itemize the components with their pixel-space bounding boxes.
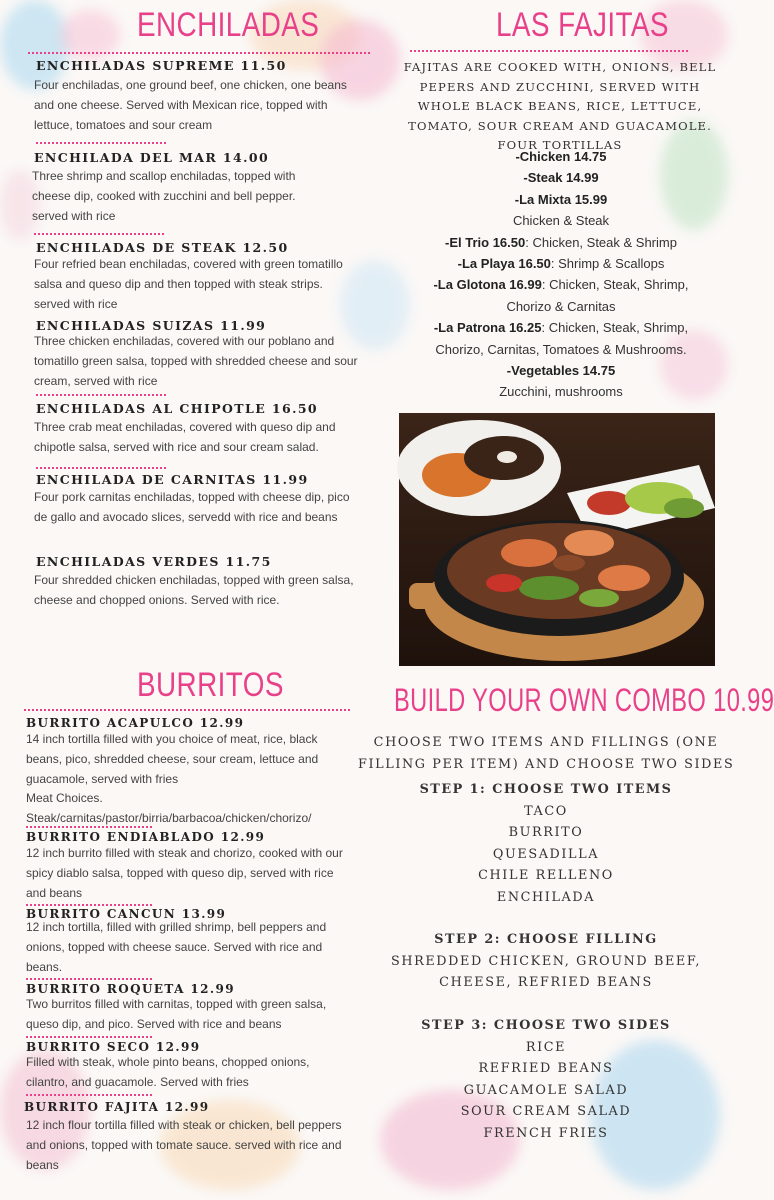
fajita-option: -Steak 14.99	[523, 170, 599, 186]
combo-intro-line: FILLING PER ITEM) AND CHOOSE TWO SIDES	[358, 756, 735, 772]
fajita-option: -El Trio 16.50: Chicken, Steak & Shrimp	[445, 234, 677, 250]
combo-option: BURRITO	[508, 825, 584, 840]
menu-item-note: Meat Choices.	[26, 791, 103, 805]
menu-item-name: ENCHILADAS SUPREME 11.50	[36, 58, 287, 73]
combo-option: TACO	[524, 803, 568, 819]
menu-item-description: Three crab meat enchiladas, covered with queso dip and chipotle salsa, served with rice and sour cream salad.	[34, 420, 336, 454]
fajita-option-detail: Chorizo, Carnitas, Tomatoes & Mushrooms.	[435, 341, 687, 357]
menu-item-description: Three chicken enchiladas, covered with our poblano and tomatillo green salsa, topped with shredded cheese and sour cream, served with rice	[34, 334, 358, 388]
fajita-photo	[399, 413, 715, 666]
menu-item-note: Steak/carnitas/pastor/birria/barbacoa/chicken/chorizo/	[26, 811, 312, 825]
menu-item-name: BURRITO ENDIABLADO 12.99	[26, 830, 266, 844]
step-title: STEP 1: CHOOSE TWO ITEMS	[419, 782, 673, 797]
fajita-option: -Vegetables 14.75	[506, 363, 616, 379]
menu-item-description: Four pork carnitas enchiladas, topped with cheese dip, pico de gallo and avocado slices, servedd with rice and beans	[34, 490, 350, 524]
item-divider	[26, 978, 152, 980]
fajita-option: -Chicken 14.75	[515, 149, 607, 164]
combo-option: RICE	[525, 1039, 567, 1055]
menu-item-name: ENCHILADAS DE STEAK 12.50	[36, 240, 289, 255]
fajita-option: -La Playa 16.50: Shrimp & Scallops	[457, 256, 665, 272]
combo-option: CHILE RELLENO	[478, 868, 614, 883]
fajitas-intro: FAJITAS ARE COOKED WITH, ONIONS, BELL PEPERS AND ZUCCHINI, SERVED WITH WHOLE BLACK BEANS, RICE, LETTUCE, TOMATO, SOUR CREAM AND GUACAMOLE. FOUR TORTILLAS	[403, 60, 717, 152]
combo-option: SHREDDED CHICKEN, GROUND BEEF,	[390, 953, 701, 969]
fajita-option-detail: Zucchini, mushrooms	[499, 384, 623, 400]
fajita-option-detail: Chicken & Steak	[512, 213, 610, 229]
combo-option: QUESADILLA	[492, 846, 600, 862]
burritos-divider	[24, 709, 350, 711]
menu-item-name: BURRITO CANCUN 13.99	[26, 907, 227, 921]
combo-option: FRENCH FRIES	[483, 1125, 609, 1141]
combo-option: CHEESE, REFRIED BEANS	[439, 975, 653, 990]
menu-item-name: BURRITO ROQUETA 12.99	[26, 982, 235, 996]
menu-item-description: Two burritos filled with carnitas, topped with green salsa, queso dip, and pico. Served with rice and beans	[26, 997, 327, 1031]
fajita-option: -La Mixta 15.99	[514, 191, 608, 207]
menu-item-description: 12 inch tortilla, filled with grilled shrimp, bell peppers and onions, topped with cheese sauce. Served with rice and beans.	[26, 920, 327, 974]
item-divider	[26, 1036, 152, 1038]
fajita-option: -La Glotona 16.99: Chicken, Steak, Shrimp,	[433, 277, 689, 293]
fajitas-divider	[410, 50, 688, 52]
menu-item-description: Filled with steak, whole pinto beans, chopped onions, cilantro, and guacamole. Served with fries	[26, 1055, 310, 1089]
item-divider	[36, 142, 166, 144]
enchiladas-heading: ENCHILADAS	[137, 6, 320, 44]
menu-item-description: 12 inch burrito filled with steak and chorizo, cooked with our spicy diablo salsa, topped with queso dip, served with rice and beans	[26, 846, 343, 900]
menu-item-description: Four enchiladas, one ground beef, one chicken, one beans and one cheese. Served with Mexican rice, topped with lettuce, tomatoes and sour cream	[34, 78, 347, 132]
menu-item-name: ENCHILADAS VERDES 11.75	[36, 554, 272, 569]
fajita-option: -La Patrona 16.25: Chicken, Steak, Shrimp,	[433, 320, 689, 336]
menu-item-description: Four shredded chicken enchiladas, topped with green salsa, cheese and chopped onions. Served with rice.	[34, 573, 354, 607]
menu-item-name: BURRITO FAJITA 12.99	[24, 1100, 210, 1114]
menu-item-name: ENCHILADA DEL MAR 14.00	[34, 150, 270, 165]
fajita-option-detail: Chorizo & Carnitas	[506, 298, 616, 314]
item-divider	[36, 394, 166, 396]
fajitas-list	[398, 146, 724, 403]
combo-step-3	[358, 1015, 734, 1144]
item-divider	[36, 467, 166, 469]
item-divider	[26, 1094, 152, 1096]
combo-option: GUACAMOLE SALAD	[463, 1082, 629, 1098]
step-title: STEP 3: CHOOSE TWO SIDES	[421, 1018, 671, 1033]
menu-item-name: ENCHILADA DE CARNITAS 11.99	[36, 472, 309, 487]
combo-instructions	[358, 732, 734, 775]
combo-step-1	[358, 779, 734, 908]
fajitas-heading: LAS FAJITAS	[496, 6, 669, 44]
step-title: STEP 2: CHOOSE FILLING	[434, 932, 658, 947]
menu-item-name: BURRITO SECO 12.99	[26, 1040, 201, 1054]
item-divider	[26, 904, 152, 906]
combo-option: REFRIED BEANS	[478, 1061, 614, 1076]
burritos-heading: BURRITOS	[137, 666, 284, 704]
menu-item-name: BURRITO ACAPULCO 12.99	[26, 716, 245, 730]
menu-item-name: ENCHILADAS AL CHIPOTLE 16.50	[36, 401, 319, 416]
menu-item-description: 14 inch tortilla filled with you choice of meat, rice, black beans, pico, shredded cheese, sour cream, lettuce and guacamole, served with fries	[26, 732, 319, 786]
enchiladas-divider	[28, 52, 370, 54]
combo-heading: BUILD YOUR OWN COMBO 10.99	[394, 682, 774, 718]
combo-option: SOUR CREAM SALAD	[460, 1104, 632, 1119]
combo-step-2	[358, 929, 734, 994]
menu-item-description: Four refried bean enchiladas, covered with green tomatillo salsa and queso dip and then topped with steak strips. served with rice	[34, 257, 343, 311]
menu-item-name: ENCHILADAS SUIZAS 11.99	[36, 318, 267, 333]
combo-intro-line: CHOOSE TWO ITEMS AND FILLINGS (ONE	[373, 735, 719, 750]
item-divider	[34, 233, 164, 235]
menu-item-description: Three shrimp and scallop enchiladas, topped with cheese dip, cooked with zucchini and bell pepper. served with rice	[32, 169, 296, 223]
menu-item-description: 12 inch flour tortilla filled with steak or chicken, bell peppers and onions, topped with tomate sauce. served with rice and beans	[26, 1118, 342, 1172]
item-divider	[26, 826, 152, 828]
combo-option: ENCHILADA	[496, 889, 596, 905]
